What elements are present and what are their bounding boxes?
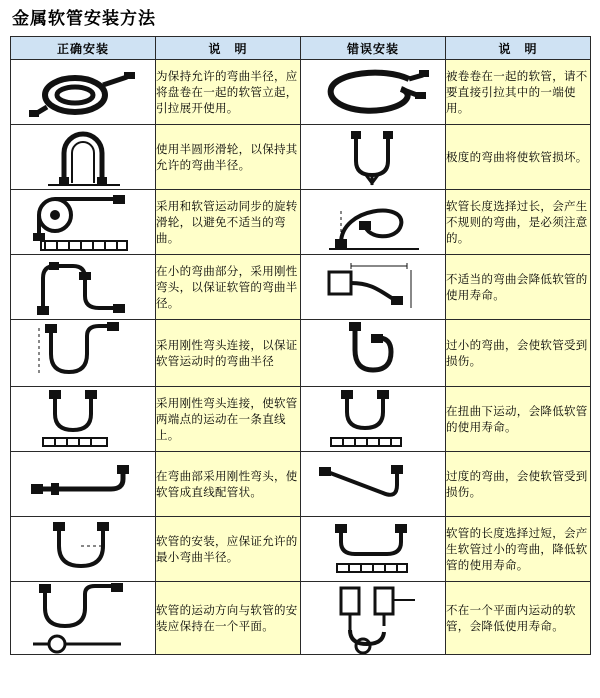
table-row [11, 582, 591, 655]
rigid-elbows-both-ends-icon [11, 388, 155, 450]
description-text: 软管的安装，应保证允许的最小弯曲半径。 [156, 517, 301, 582]
u-bend-icon [11, 520, 155, 578]
description-text: 采用刚性弯头连接，使软管两端点的运动在一条直线上。 [156, 387, 301, 452]
figure-rigid-elbow-straight-piping [11, 452, 156, 517]
figure-rigid-elbow-at-small-bend [11, 255, 156, 320]
same-plane-motion-icon [11, 582, 155, 654]
table-header-row [11, 37, 591, 60]
table-row [11, 255, 591, 320]
description-text: 不适当的弯曲会降低软管的使用寿命。 [446, 255, 591, 320]
description-text: 为保持允许的弯曲半径，应将盘卷在一起的软管立起，引拉展开使用。 [156, 60, 301, 125]
out-of-plane-motion-icon [301, 582, 445, 654]
description-text: 使用半圆形滑轮，以保持其允许的弯曲半径。 [156, 125, 301, 190]
figure-rigid-elbow-connection-moving-hose [11, 320, 156, 387]
description-text: 在小的弯曲部分，采用刚性弯头，以保证软管的弯曲半径。 [156, 255, 301, 320]
description-text: 采用刚性弯头连接，以保证软管运动时的弯曲半径 [156, 320, 301, 387]
description-text: 软管长度选择过长，会产生不规则的弯曲，是必须注意的。 [446, 190, 591, 255]
figure-rigid-elbows-both-ends-straight-line [11, 387, 156, 452]
figure-hose-over-semicircular-sheave [11, 125, 156, 190]
page-title: 金属软管安装方法 [12, 9, 156, 29]
description-text: 过小的弯曲，会使软管受到损伤。 [446, 320, 591, 387]
figure-hose-too-long-irregular-bend [301, 190, 446, 255]
table-row [11, 452, 591, 517]
figure-coiled-hose-standing-upright [11, 60, 156, 125]
figure-hose-twisted-under-motion [301, 387, 446, 452]
semicircular-sheave-icon [11, 127, 155, 187]
description-text: 软管的长度选择过短，会产生软管过小的弯曲，降低软管的使用寿命。 [446, 517, 591, 582]
coiled-hose-pulled-icon [301, 63, 445, 121]
twisted-hose-icon [301, 388, 445, 450]
column-header-wrong-description: 说 明 [446, 37, 591, 60]
table-row [11, 517, 591, 582]
description-text: 不在一个平面内运动的软管，会降低使用寿命。 [446, 582, 591, 655]
figure-too-small-bend-radius-s-shape [301, 320, 446, 387]
irregular-bend-icon [301, 191, 445, 253]
rotating-pulley-icon [11, 191, 155, 253]
description-text: 过度的弯曲，会使软管受到损伤。 [446, 452, 591, 517]
description-text: 在弯曲部采用刚性弯头，使软管成直线配管状。 [156, 452, 301, 517]
figure-hose-too-short-small-bend [301, 517, 446, 582]
table-row [11, 320, 591, 387]
column-header-correct-install: 正确安装 [11, 37, 156, 60]
figure-improper-bend-at-fitting [301, 255, 446, 320]
figure-hose-with-synchronized-rotating-pulley [11, 190, 156, 255]
description-text: 被卷卷在一起的软管，请不要直接引拉其中的一端使用。 [446, 60, 591, 125]
figure-coiled-hose-pulled-from-middle [301, 60, 446, 125]
column-header-correct-description: 说 明 [156, 37, 301, 60]
table-row [11, 387, 591, 452]
improper-bend-icon [301, 256, 445, 318]
table-row [11, 190, 591, 255]
description-text: 极度的弯曲将使软管损坏。 [446, 125, 591, 190]
description-text: 软管的运动方向与软管的安装应保持在一个平面。 [156, 582, 301, 655]
excessive-bend-icon [301, 459, 445, 509]
hose-installation-table [10, 36, 591, 655]
table-row [11, 60, 591, 125]
description-text: 采用和软管运动同步的旋转滑轮，以避免不适当的弯曲。 [156, 190, 301, 255]
figure-u-bend-minimum-radius [11, 517, 156, 582]
description-text: 在扭曲下运动，会降低软管的使用寿命。 [446, 387, 591, 452]
figure-excessive-bend-at-elbow [301, 452, 446, 517]
figure-hose-sharp-v-bend [301, 125, 446, 190]
column-header-wrong-install: 错误安装 [301, 37, 446, 60]
sharp-v-bend-icon [301, 127, 445, 187]
figure-hose-motion-out-of-plane [301, 582, 446, 655]
short-hose-small-bend-icon [301, 520, 445, 578]
small-bend-s-shape-icon [301, 320, 445, 386]
rigid-elbow-icon [11, 256, 155, 318]
rigid-elbow-moving-hose-icon [11, 320, 155, 386]
table-row [11, 125, 591, 190]
figure-hose-motion-same-plane [11, 582, 156, 655]
coiled-hose-icon [11, 63, 155, 121]
straight-piping-icon [11, 459, 155, 509]
